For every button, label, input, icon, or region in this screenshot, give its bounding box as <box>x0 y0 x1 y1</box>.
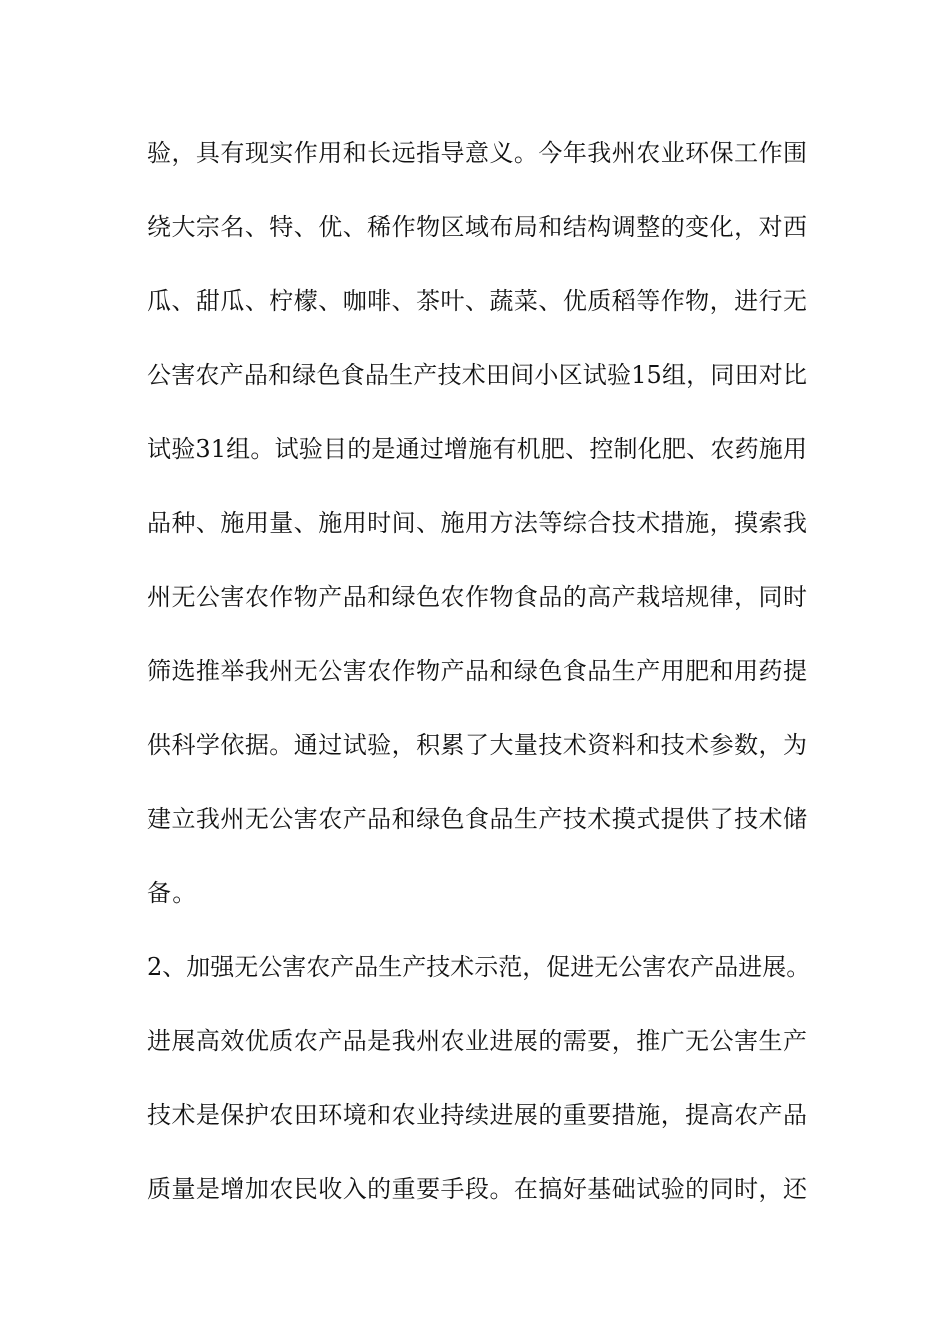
text-line: 公害农产品和绿色食品生产技术田间小区试验15组，同田对比 <box>147 361 807 389</box>
text-line: 质量是增加农民收入的重要手段。在搞好基础试验的同时，还 <box>147 1175 807 1203</box>
text-line: 试验31组。试验目的是通过增施有机肥、控制化肥、农药施用 <box>147 435 807 463</box>
text-line: 品种、施用量、施用时间、施用方法等综合技术措施，摸索我 <box>147 509 807 537</box>
text-line: 瓜、甜瓜、柠檬、咖啡、茶叶、蔬菜、优质稻等作物，进行无 <box>147 287 807 315</box>
text-line: 建立我州无公害农产品和绿色食品生产技术摸式提供了技术储 <box>147 805 807 833</box>
section-heading: 2、加强无公害农产品生产技术示范，促进无公害农产品进展。 <box>147 953 811 981</box>
text-line: 验，具有现实作用和长远指导意义。今年我州农业环保工作围 <box>147 139 807 167</box>
text-line: 备。 <box>147 879 198 907</box>
text-line: 供科学依据。通过试验，积累了大量技术资料和技术参数，为 <box>147 731 807 759</box>
text-line: 技术是保护农田环境和农业持续进展的重要措施，提高农产品 <box>147 1101 807 1129</box>
text-line: 进展高效优质农产品是我州农业进展的需要，推广无公害生产 <box>147 1027 807 1055</box>
text-line: 筛选推举我州无公害农作物产品和绿色食品生产用肥和用药提 <box>147 657 807 685</box>
text-line: 州无公害农作物产品和绿色农作物食品的高产栽培规律，同时 <box>147 583 807 611</box>
text-line: 绕大宗名、特、优、稀作物区域布局和结构调整的变化，对西 <box>147 213 807 241</box>
body-text <box>147 134 811 1244</box>
